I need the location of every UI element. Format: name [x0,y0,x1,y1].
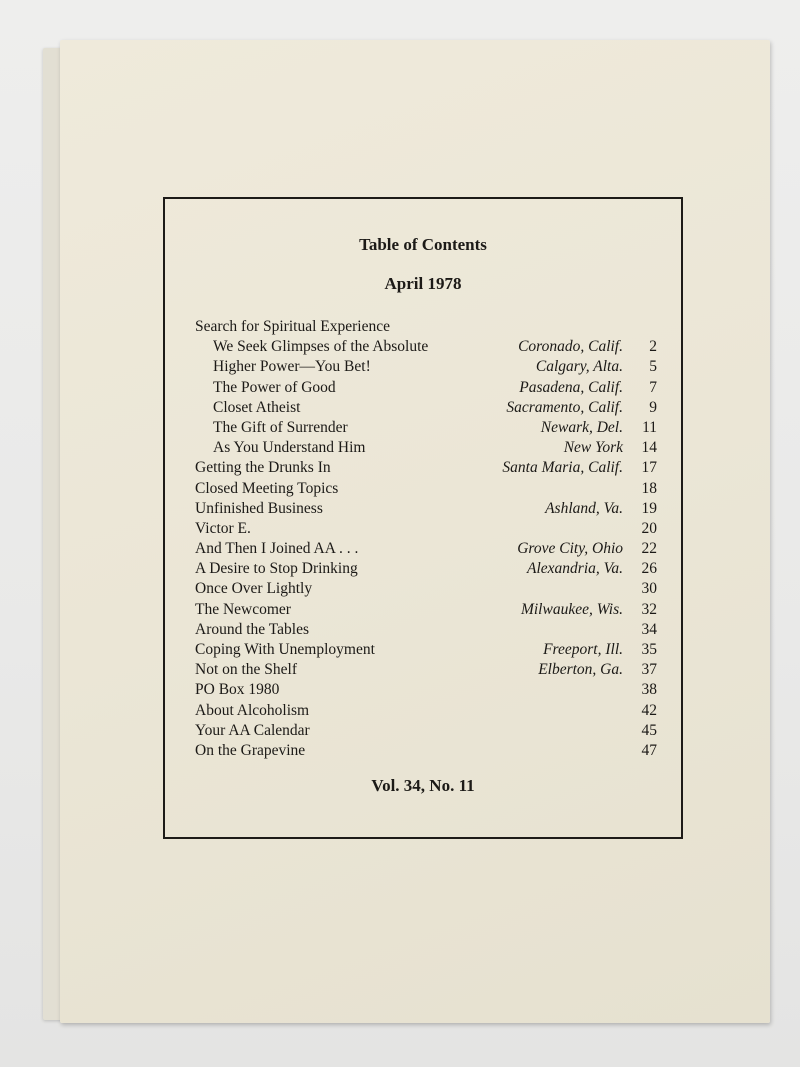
entry-title: Not on the Shelf [195,661,298,679]
entry-location: Santa Maria, Calif. [502,459,623,477]
entry-location: Sacramento, Calif. [506,398,623,416]
entry-page-number: 45 [641,721,657,739]
entry-page-number: 9 [649,398,657,416]
entry-title: We Seek Glimpses of the Absolute [213,338,429,356]
entry-page-number: 19 [641,499,657,517]
toc-entry [195,620,657,640]
toc-entries [195,317,657,761]
entry-title: Closed Meeting Topics [195,479,339,497]
entry-page-number: 7 [649,378,657,396]
toc-entry [195,680,657,700]
entry-page-number: 18 [641,479,657,497]
entry-page-number: 35 [641,641,657,658]
entry-location: Ashland, Va. [545,499,623,517]
entry-title: Around the Tables [195,620,309,638]
entry-title: Getting the Drunks In [195,459,331,477]
toc-entry [195,519,657,539]
toc-entry [195,721,657,741]
entry-page-number: 20 [641,519,657,537]
entry-title: About Alcoholism [195,701,310,719]
entry-location: Grove City, Ohio [517,540,623,558]
entry-location: Pasadena, Calif. [519,378,623,396]
toc-entry [195,559,657,579]
toc-entry [195,398,657,418]
entry-page-number: 11 [642,418,657,436]
entry-page-number: 38 [641,681,657,699]
entry-location: Alexandria, Va. [527,560,623,578]
toc-entry [195,660,657,680]
toc-entry [195,337,657,357]
entry-title: Search for Spiritual Experience [195,318,390,335]
table-of-contents-box [163,197,683,839]
entry-page-number: 26 [641,560,657,578]
entry-title: Coping With Unemployment [195,641,375,658]
entry-location: Coronado, Calif. [518,338,623,356]
entry-location: Freeport, Ill. [543,641,623,658]
entry-title: Victor E. [195,519,251,537]
entry-title: On the Grapevine [195,741,306,759]
toc-entry [195,357,657,377]
toc-entry [195,317,623,337]
toc-entry [195,438,657,458]
toc-entry [195,741,657,761]
toc-entry [195,499,657,519]
entry-page-number: 47 [641,741,657,759]
entry-page-number: 14 [641,439,657,457]
entry-page-number: 42 [641,701,657,719]
entry-location: Newark, Del. [540,418,623,436]
entry-title: Higher Power—You Bet! [213,358,371,376]
entry-page-number: 32 [641,600,657,618]
entry-page-number: 34 [641,620,657,638]
entry-title: The Power of Good [213,378,336,396]
entry-location: New York [563,439,623,457]
entry-page-number: 37 [641,661,657,679]
entry-location: Milwaukee, Wis. [520,600,623,618]
issue-date: April 1978 [384,274,462,293]
volume-number: Vol. 34, No. 11 [371,776,475,795]
entry-page-number: 17 [641,459,657,477]
entry-title: Your AA Calendar [195,721,310,739]
entry-location: Elberton, Ga. [538,661,623,679]
entry-title: And Then I Joined AA . . . [195,540,359,558]
entry-location: Calgary, Alta. [535,358,623,376]
toc-entry [195,378,657,398]
toc-entry [195,701,657,721]
toc-entry [195,579,657,599]
toc-entry [195,458,657,478]
entry-title: PO Box 1980 [195,681,280,699]
entry-title: Once Over Lightly [195,580,313,598]
entry-title: The Gift of Surrender [213,418,348,436]
entry-page-number: 5 [649,358,657,376]
toc-entry [195,539,657,559]
toc-title: Table of Contents [359,235,487,254]
toc-entry [195,479,657,499]
entry-title: A Desire to Stop Drinking [195,560,358,578]
entry-title: As You Understand Him [213,439,366,457]
entry-page-number: 2 [649,338,657,356]
entry-title: Unfinished Business [195,499,323,517]
toc-entry [195,600,657,620]
toc-entry [195,640,657,660]
entry-title: Closet Atheist [213,398,301,416]
toc-entry [195,418,657,438]
entry-page-number: 30 [641,580,657,598]
entry-page-number: 22 [641,540,657,558]
entry-title: The Newcomer [195,600,291,618]
